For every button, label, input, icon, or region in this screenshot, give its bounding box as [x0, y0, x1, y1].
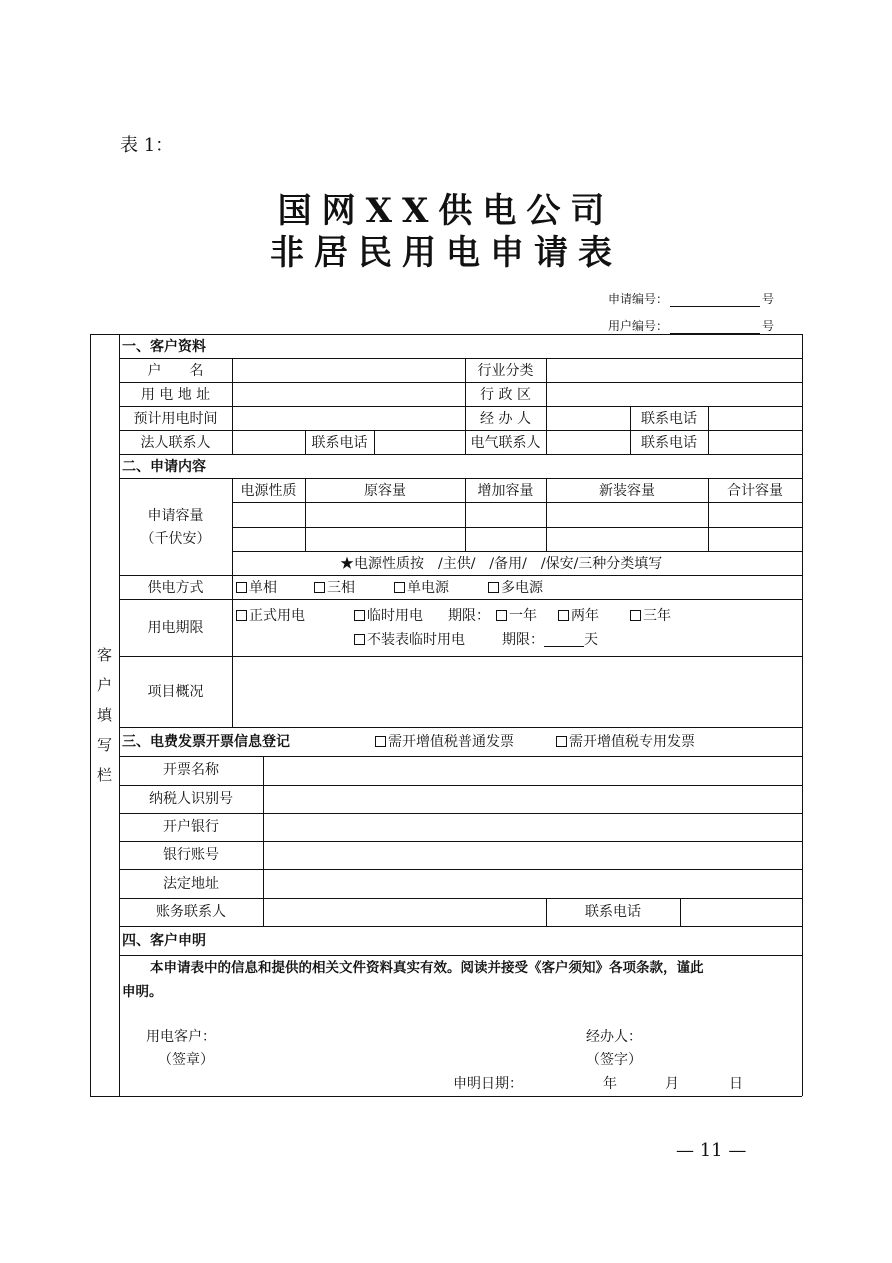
field-invoice-name[interactable]	[264, 757, 802, 785]
field-customer-name[interactable]	[233, 359, 465, 382]
form-title-name: 非居民用电申请表	[270, 233, 622, 273]
option-no-meter-temporary[interactable]: 不装表临时用电	[354, 633, 465, 647]
section-customer-info-title: 一、客户资料	[122, 339, 206, 355]
side-label-customer-fill: 客 户 填 写 栏	[96, 646, 112, 784]
col-power-nature: 电源性质	[240, 483, 297, 499]
field-expected-time[interactable]	[233, 407, 465, 430]
field-industry[interactable]	[547, 359, 802, 382]
label-agent: 经 办 人	[480, 411, 531, 427]
checkbox-icon[interactable]	[488, 582, 499, 593]
field-bank-account[interactable]	[264, 842, 802, 869]
page-number: — 11 —	[676, 1140, 747, 1161]
label-year: 年	[603, 1076, 617, 1092]
field-billing-contact[interactable]	[264, 899, 546, 926]
label-period: 期限：	[448, 608, 490, 624]
label-declaration-date: 申明日期：	[453, 1076, 523, 1092]
label-legal-contact: 法人联系人	[140, 435, 211, 451]
number-suffix: 号	[761, 292, 774, 306]
application-number-blank[interactable]	[670, 295, 760, 307]
power-nature-note: ★电源性质按 /主供/ /备用/ /保安/三种分类填写	[340, 556, 663, 572]
section-declaration-title: 四、客户申明	[122, 933, 206, 949]
label-signing-agent: 经办人：	[586, 1029, 642, 1045]
number-suffix: 号	[761, 319, 774, 333]
checkbox-icon[interactable]	[556, 736, 567, 747]
label-taxpayer-id: 纳税人识别号	[149, 791, 233, 807]
label-invoice-name: 开票名称	[163, 762, 219, 778]
field-legal-contact[interactable]	[233, 431, 305, 454]
label-signature: （签字）	[586, 1052, 642, 1068]
label-usage-period: 用电期限	[147, 620, 204, 636]
col-new-capacity: 新装容量	[599, 483, 655, 499]
label-electrical-contact: 电气联系人	[470, 435, 541, 451]
application-number-label: 申请编号：	[607, 292, 668, 306]
label-legal-address: 法定地址	[163, 876, 219, 892]
option-three-years[interactable]: 三年	[630, 609, 671, 623]
field-electrical-phone[interactable]	[709, 431, 802, 454]
user-number-blank[interactable]	[670, 322, 760, 334]
field-billing-phone[interactable]	[681, 899, 802, 926]
label-bank-account: 银行账号	[163, 847, 219, 863]
label-customer-name: 户 名	[147, 363, 204, 379]
days-blank[interactable]	[544, 634, 584, 647]
no-meter-period[interactable]: 期限： 天	[502, 632, 598, 648]
label-supply-mode: 供电方式	[147, 580, 204, 596]
table-caption: 表 1：	[120, 135, 174, 156]
option-one-year[interactable]: 一年	[496, 609, 537, 623]
checkbox-icon[interactable]	[354, 634, 365, 645]
field-electrical-contact[interactable]	[547, 431, 630, 454]
option-formal-use[interactable]: 正式用电	[236, 609, 305, 623]
checkbox-icon[interactable]	[314, 582, 325, 593]
field-agent-phone[interactable]	[709, 407, 802, 430]
label-legal-phone: 联系电话	[311, 435, 368, 451]
checkbox-icon[interactable]	[630, 610, 641, 621]
option-single-phase[interactable]: 单相	[236, 581, 277, 595]
label-electrical-phone: 联系电话	[641, 435, 697, 451]
field-bank[interactable]	[264, 814, 802, 841]
user-number[interactable]	[608, 317, 774, 334]
col-added-capacity: 增加容量	[477, 483, 534, 499]
field-district[interactable]	[547, 383, 802, 406]
label-month: 月	[665, 1076, 679, 1092]
field-taxpayer-id[interactable]	[264, 786, 802, 813]
section-invoice-title: 三、电费发票开票信息登记	[122, 734, 290, 750]
option-special-vat-invoice[interactable]: 需开增值税专用发票	[556, 735, 695, 749]
label-billing-contact: 账务联系人	[156, 904, 226, 920]
field-project-overview[interactable]	[233, 657, 802, 727]
form-title-company: 国网XX供电公司	[277, 191, 615, 231]
col-total-capacity: 合计容量	[727, 483, 783, 499]
option-two-years[interactable]: 两年	[558, 609, 599, 623]
checkbox-icon[interactable]	[354, 610, 365, 621]
label-agent-phone: 联系电话	[641, 411, 697, 427]
label-bank: 开户银行	[163, 819, 219, 835]
label-billing-phone: 联系电话	[585, 904, 641, 920]
option-general-vat-invoice[interactable]: 需开增值税普通发票	[375, 735, 514, 749]
checkbox-icon[interactable]	[236, 582, 247, 593]
label-day: 日	[729, 1076, 743, 1092]
label-project-overview: 项目概况	[147, 684, 204, 700]
field-address[interactable]	[233, 383, 465, 406]
option-three-phase[interactable]: 三相	[314, 581, 355, 595]
declaration-text-line1: 本申请表中的信息和提供的相关文件资料真实有效。阅读并接受《客户须知》各项条款，谨此	[150, 960, 704, 976]
option-multi-source[interactable]: 多电源	[488, 581, 543, 595]
label-seal: （签章）	[158, 1052, 214, 1068]
label-signing-customer: 用电客户：	[146, 1029, 216, 1045]
col-original-capacity: 原容量	[364, 483, 406, 499]
checkbox-icon[interactable]	[496, 610, 507, 621]
checkbox-icon[interactable]	[394, 582, 405, 593]
label-district: 行 政 区	[480, 387, 531, 403]
option-temporary-use[interactable]: 临时用电	[354, 609, 423, 623]
label-capacity-unit: （千伏安）	[140, 531, 211, 547]
field-legal-phone[interactable]	[375, 431, 465, 454]
user-number-label: 用户编号：	[607, 319, 668, 333]
label-industry: 行业分类	[477, 363, 534, 379]
application-number[interactable]	[608, 290, 774, 307]
option-single-source[interactable]: 单电源	[394, 581, 449, 595]
checkbox-icon[interactable]	[375, 736, 386, 747]
label-capacity: 申请容量	[147, 508, 204, 524]
section-application-title: 二、申请内容	[122, 459, 206, 475]
label-address: 用 电 地 址	[140, 387, 211, 403]
label-expected-time: 预计用电时间	[133, 411, 218, 427]
checkbox-icon[interactable]	[236, 610, 247, 621]
capacity-input-rows[interactable]	[233, 503, 802, 551]
field-agent[interactable]	[547, 407, 630, 430]
field-legal-address[interactable]	[264, 870, 802, 898]
declaration-text-line2: 申明。	[122, 984, 163, 1000]
checkbox-icon[interactable]	[558, 610, 569, 621]
